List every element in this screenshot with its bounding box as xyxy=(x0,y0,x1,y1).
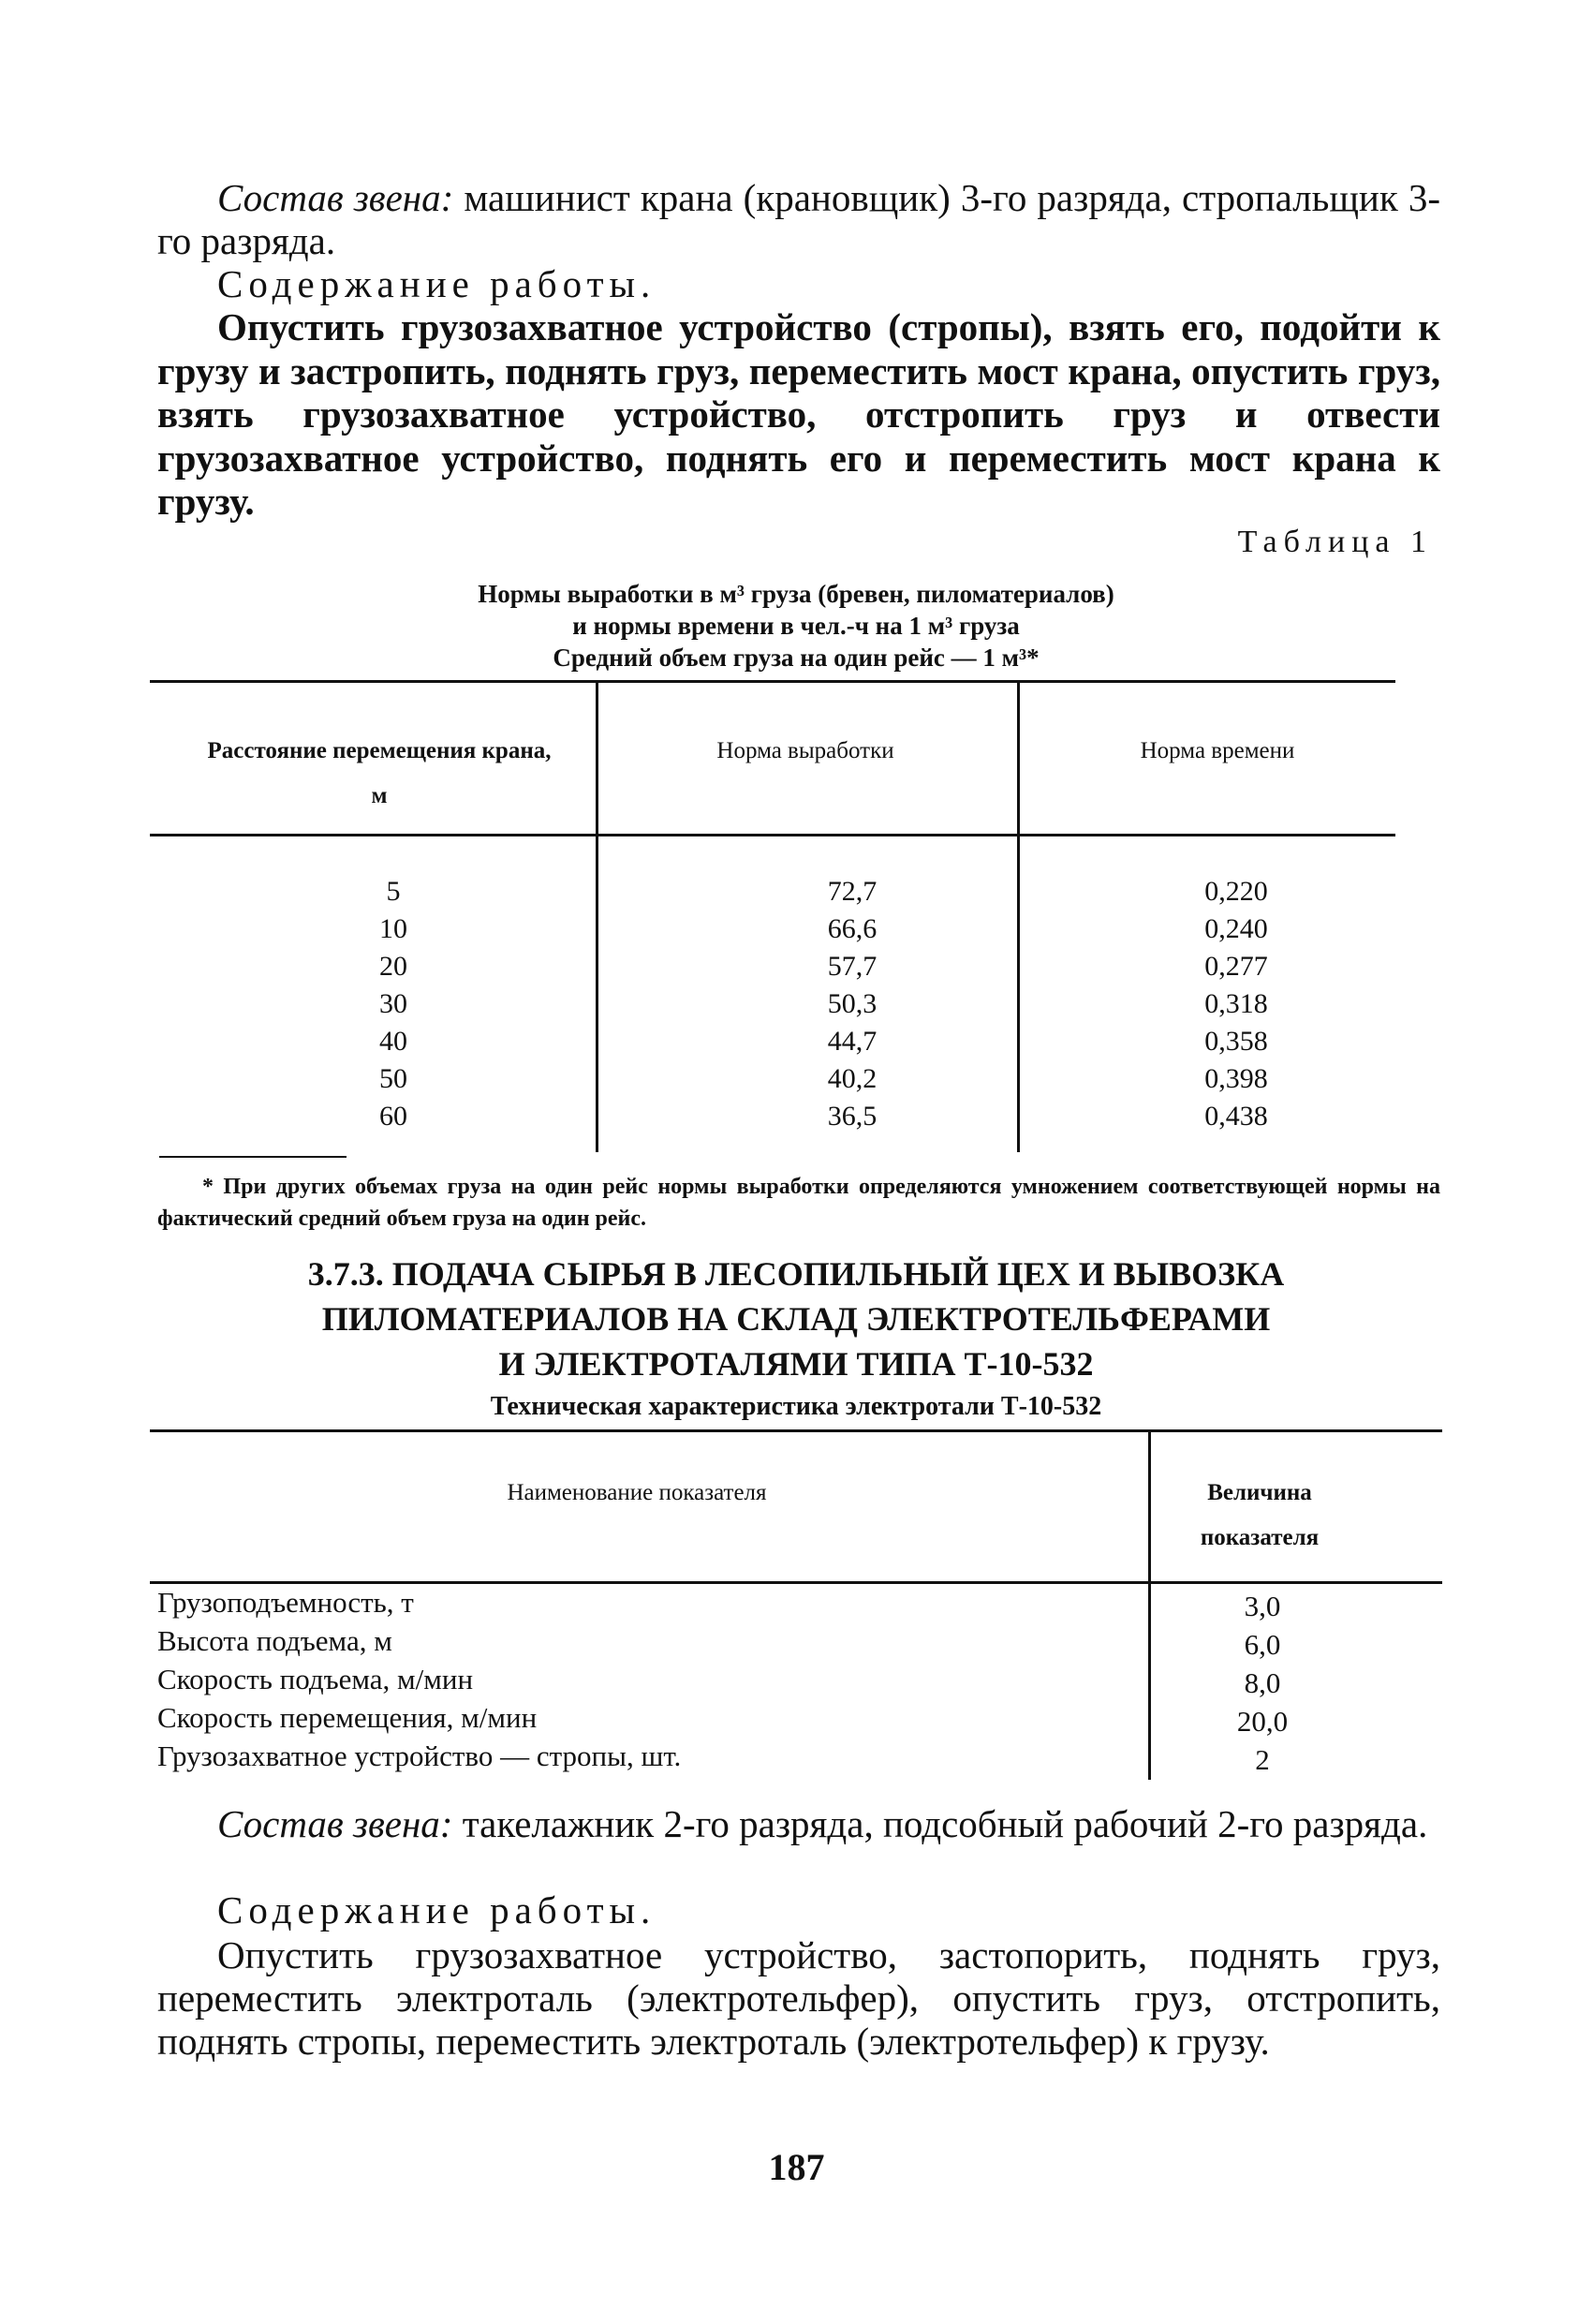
table-1-footnote: * При других объемах груза на один рейс нормы выработки определяются умножением соответствующей нормы на фактический средний объем груза на один рейс. xyxy=(157,1175,1440,1231)
output-cell: 57,7 xyxy=(827,951,878,982)
table-row xyxy=(150,873,1395,910)
output-cell: 44,7 xyxy=(827,1026,878,1057)
table-2-body xyxy=(157,1583,1440,1775)
work-content-text-2: Опустить грузозахватное устройство, застопорить, поднять груз, переместить электроталь (электротельфер), опустить груз, отстропить, поднять стропы, переместить электроталь (электротельфер) к грузу. xyxy=(157,1933,1440,2063)
distance-cell: 5 xyxy=(386,876,401,907)
table-row xyxy=(157,1660,1440,1698)
parameter-name-cell: Скорость перемещения, м/мин xyxy=(157,1701,538,1734)
table-2-caption: Техническая характеристика электротали Т-10-532 xyxy=(490,1392,1102,1421)
table-row xyxy=(157,1698,1440,1737)
parameter-name-cell: Грузоподъемность, т xyxy=(157,1586,414,1619)
crew-label-2: Состав звена: xyxy=(217,1802,453,1845)
table-row xyxy=(150,910,1395,948)
table-row xyxy=(157,1583,1440,1621)
table-row xyxy=(150,1023,1395,1060)
section-heading-line-2: ПИЛОМАТЕРИАЛОВ НА СКЛАД ЭЛЕКТРОТЕЛЬФЕРАМИ xyxy=(321,1300,1271,1338)
time-cell: 0,240 xyxy=(1204,913,1268,944)
output-cell: 40,2 xyxy=(827,1063,878,1094)
table-row xyxy=(150,1060,1395,1098)
parameter-value-cell: 2 xyxy=(1255,1743,1270,1776)
distance-cell: 40 xyxy=(379,1026,407,1057)
parameter-value-cell: 6,0 xyxy=(1244,1628,1281,1661)
table-1-header-rule xyxy=(150,834,1395,836)
table-row xyxy=(157,1737,1440,1775)
table-row xyxy=(150,1098,1395,1135)
section-heading xyxy=(150,1251,1442,1386)
table-1-caption-line-1: Нормы выработки в м³ груза (бревен, пиломатериалов) xyxy=(478,580,1114,608)
page-number: 187 xyxy=(768,2146,825,2188)
distance-cell: 10 xyxy=(379,913,407,944)
work-content-text-1: Опустить грузозахватное устройство (стропы), взять его, подойти к грузу и застропить, поднять груз, переместить мост крана, опустить груз, взять грузозахватное устройство, отстропить груз и отвести грузозахватное устройство, поднять его и переместить мост крана к грузу. xyxy=(157,305,1440,523)
work-content-title-1: Содержание работы. xyxy=(217,262,656,305)
section-heading-line-1: 3.7.3. ПОДАЧА СЫРЬЯ В ЛЕСОПИЛЬНЫЙ ЦЕХ И ВЫВОЗКА xyxy=(307,1255,1285,1293)
time-cell: 0,398 xyxy=(1204,1063,1268,1094)
crew-paragraph-2 xyxy=(157,1802,1440,1845)
table-row xyxy=(150,985,1395,1023)
time-cell: 0,318 xyxy=(1204,988,1268,1019)
crew-paragraph-1 xyxy=(157,176,1440,262)
table-row xyxy=(150,948,1395,985)
distance-cell: 50 xyxy=(379,1063,407,1094)
parameter-name-cell: Высота подъема, м xyxy=(157,1624,392,1657)
table-1-header-time: Норма времени xyxy=(1140,738,1295,763)
output-cell: 72,7 xyxy=(827,876,878,907)
table-1-header-distance: Расстояние перемещения крана, м xyxy=(207,738,552,808)
crew-text-2: такелажник 2-го разряда, подсобный рабочий 2-го разряда. xyxy=(452,1802,1428,1845)
parameter-value-cell: 20,0 xyxy=(1236,1705,1289,1738)
table-row xyxy=(157,1621,1440,1660)
time-cell: 0,277 xyxy=(1204,951,1268,982)
distance-cell: 60 xyxy=(379,1101,407,1132)
parameter-name-cell: Грузозахватное устройство — стропы, шт. xyxy=(157,1739,682,1772)
table-1-footnote-rule xyxy=(159,1156,347,1158)
work-content-title-2: Содержание работы. xyxy=(217,1888,656,1932)
parameter-name-cell: Скорость подъема, м/мин xyxy=(157,1663,474,1695)
table-1-header-output: Норма выработки xyxy=(716,738,894,763)
table-1-top-rule xyxy=(150,680,1395,683)
distance-cell: 20 xyxy=(379,951,407,982)
time-cell: 0,358 xyxy=(1204,1026,1268,1057)
table-2-header-name: Наименование показателя xyxy=(507,1480,767,1505)
table-1-body xyxy=(150,873,1395,1135)
output-cell: 50,3 xyxy=(827,988,878,1019)
table-1-caption-line-2: и нормы времени в чел.-ч на 1 м³ груза xyxy=(572,612,1020,640)
crew-label-1: Состав звена: xyxy=(217,176,454,219)
crew-text-1: машинист крана (крановщик) 3-го разряда, стропальщик 3-го разряда. xyxy=(157,176,1440,262)
table-1-caption-line-3: Средний объем груза на один рейс — 1 м³* xyxy=(553,644,1040,672)
distance-cell: 30 xyxy=(379,988,407,1019)
time-cell: 0,438 xyxy=(1204,1101,1268,1132)
table-2-top-rule xyxy=(150,1429,1442,1432)
table-1-caption xyxy=(150,578,1442,674)
output-cell: 36,5 xyxy=(827,1101,878,1132)
section-heading-line-3: И ЭЛЕКТРОТАЛЯМИ ТИПА Т-10-532 xyxy=(498,1345,1094,1383)
time-cell: 0,220 xyxy=(1204,876,1268,907)
parameter-value-cell: 8,0 xyxy=(1244,1666,1281,1699)
table-2-header-value: Величина показателя xyxy=(1200,1480,1320,1550)
parameter-value-cell: 3,0 xyxy=(1244,1590,1281,1622)
table-1-label: Таблица 1 xyxy=(1237,525,1433,559)
output-cell: 66,6 xyxy=(827,913,878,944)
